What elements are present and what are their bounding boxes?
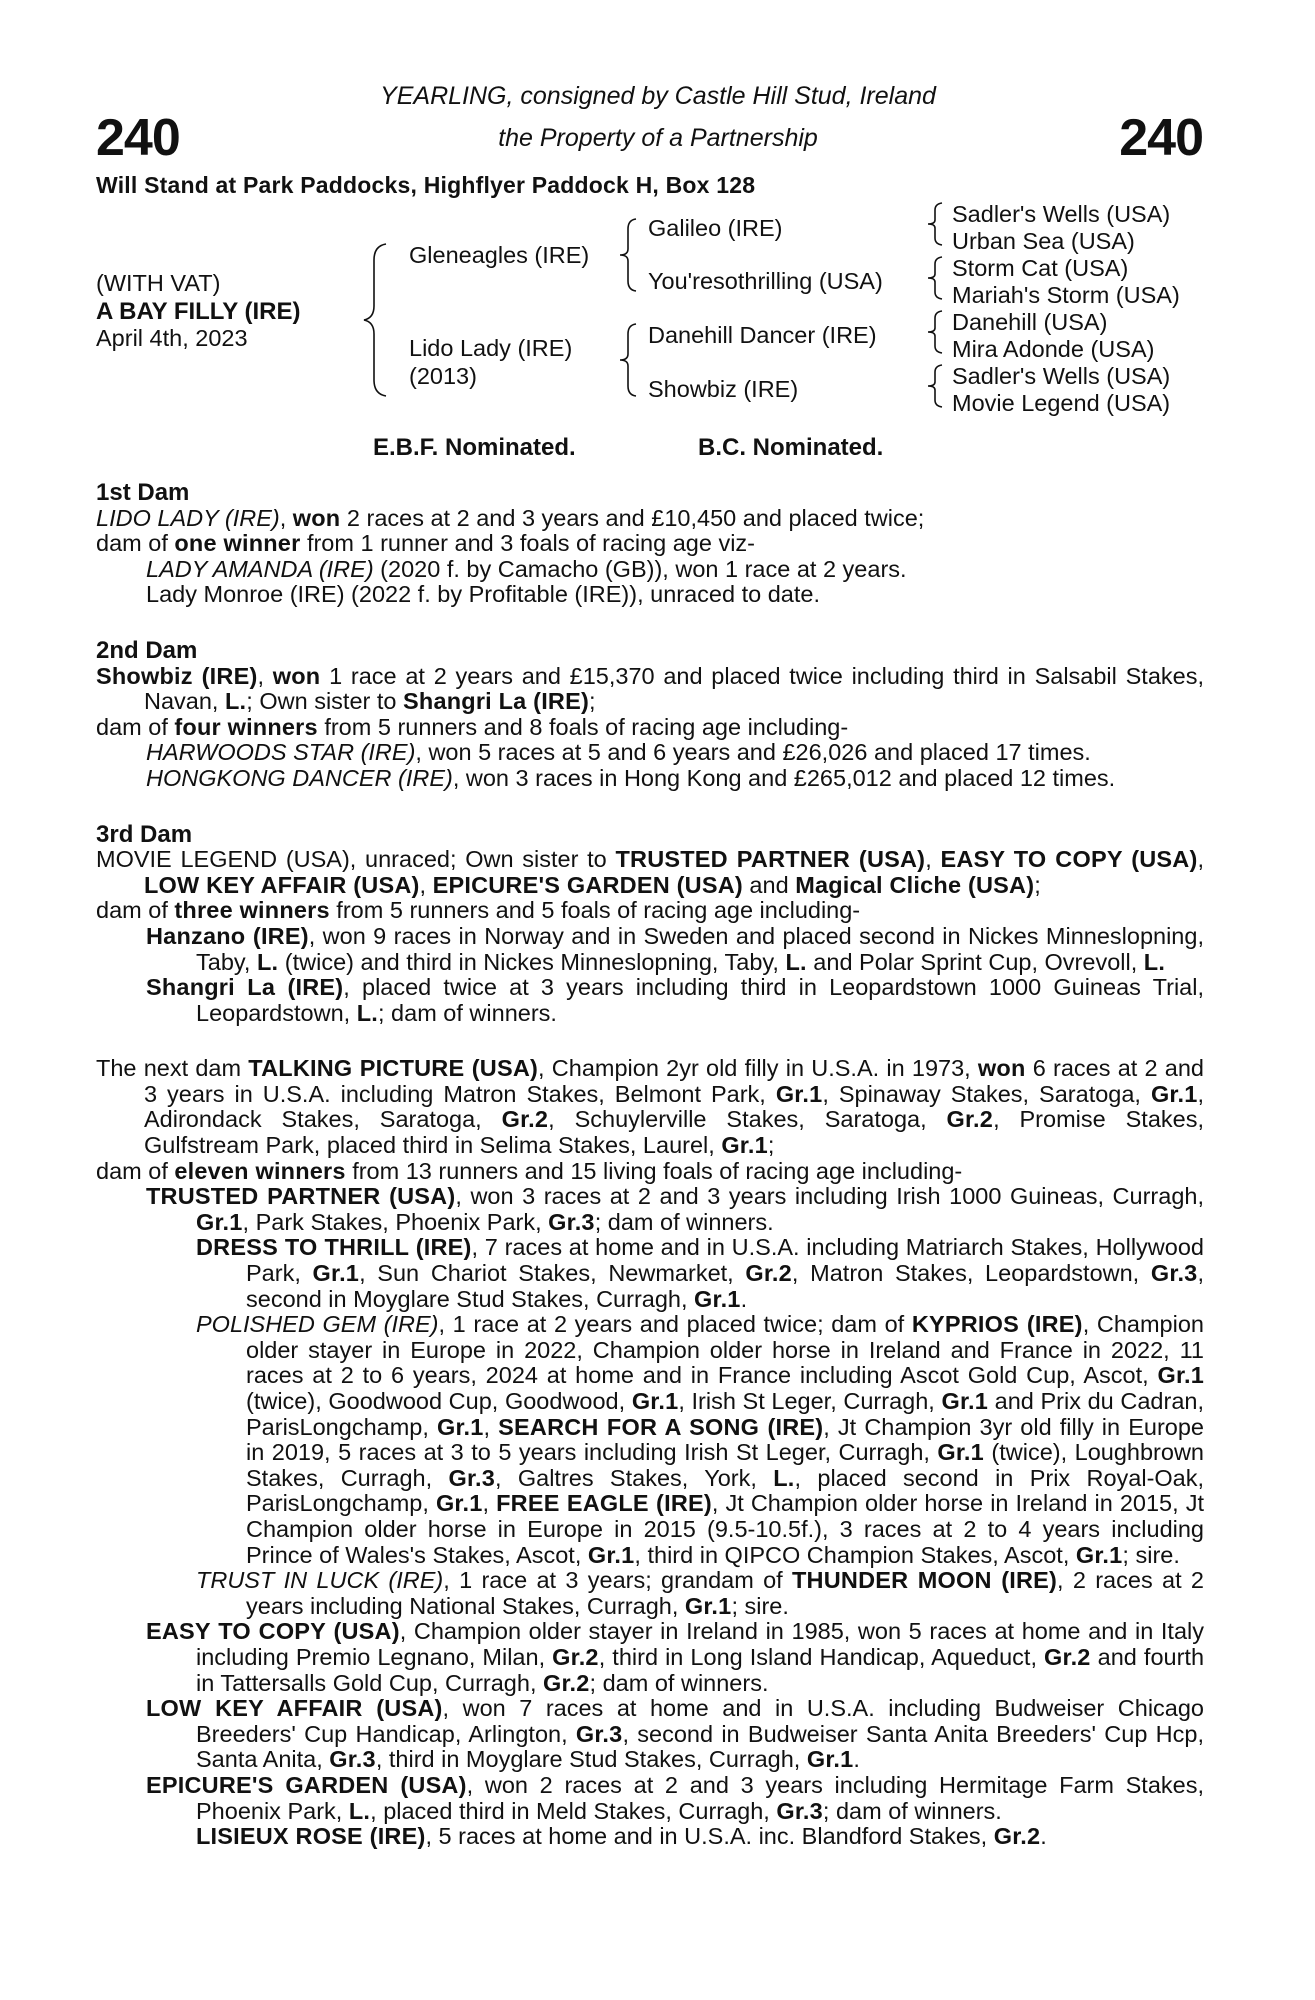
pedigree-ddd: Movie Legend (USA) — [952, 390, 1171, 416]
pedigree-sss: Sadler's Wells (USA) — [952, 201, 1171, 227]
section-heading-1st-dam: 1st Dam — [96, 479, 190, 506]
first-dam-foal: LADY AMANDA (IRE) (2020 f. by Camacho (GB)), won 1 race at 2 years. — [146, 555, 907, 582]
first-dam-record: LIDO LADY (IRE), won 2 races at 2 and 3 years and £10,450 and placed twice; — [96, 504, 925, 531]
next-dam-granddaughter: POLISHED GEM (IRE), 1 race at 2 years and placed twice; dam of KYPRIOS (IRE), Champion older stayer in Europe in 2022, Champion older horse in Ireland and France in 2022, 11 races at 2 to 6 years, 2024 at home and in France including Ascot Gold Cup, Ascot, Gr.1 (twice), Goodwood Cup, Goodwood, Gr.1, Irish St Leger, Curragh, Gr.1 and Prix du Cadran, ParisLongchamp, Gr.1, SEARCH FOR A SONG (IRE), Jt Champion 3yr old filly in Europe in 2019, 5 races at 3 to 5 years including Irish St Leger, Curragh, Gr.1 (twice), Loughbrown Stakes, Curragh, Gr.3, Galtres Stakes, York, L., placed second in Prix Royal-Oak, ParisLongchamp, Gr.1, FREE EAGLE (IRE), Jt Champion older horse in Ireland in 2015, Jt Champion older horse in Europe in 2015 (9.5-10.5f.), 3 races at 2 to 4 years including Prince of Wales's Stakes, Ascot, Gr.1, third in QIPCO Champion Stakes, Ascot, Gr.1; sire. — [196, 1311, 1205, 1568]
next-dam-granddaughter: LISIEUX ROSE (IRE), 5 races at home and in U.S.A. inc. Blandford Stakes, Gr.2. — [196, 1823, 1047, 1850]
pedigree-sire: Gleneagles (IRE) — [409, 242, 590, 268]
next-dam-record: The next dam TALKING PICTURE (USA), Champion 2yr old filly in U.S.A. in 1973, won 6 races at 2 and 3 years in U.S.A. including Matron Stakes, Belmont Park, Gr.1, Spinaway Stakes, Saratoga, Gr.1, Adirondack Stakes, Saratoga, Gr.2, Schuylerville Stakes, Saratoga, Gr.2, Promise Stakes, Gulfstream Park, placed third in Selima Stakes, Laurel, Gr.1; — [96, 1055, 1205, 1159]
pedigree-dam-dam: Showbiz (IRE) — [648, 376, 799, 402]
pedigree-dam: Lido Lady (IRE) — [409, 335, 573, 361]
bc-nominated: B.C. Nominated. — [698, 434, 884, 461]
catalogue-body — [96, 480, 1204, 1850]
horse-name: A BAY FILLY (IRE) — [96, 298, 301, 325]
pedigree-brace-ss — [926, 200, 946, 248]
next-dam-foal: EPICURE'S GARDEN (USA), won 2 races at 2 and 3 years including Hermitage Farm Stakes, Phoenix Park, L., placed third in Meld Stakes, Curragh, Gr.3; dam of winners. — [146, 1771, 1204, 1824]
second-dam-foal: HONGKONG DANCER (IRE), won 3 races in Hong Kong and £265,012 and placed 12 times. — [146, 764, 1116, 791]
second-dam-record: Showbiz (IRE), won 1 race at 2 years and £15,370 and placed twice including third in Salsabil Stakes, Navan, L.; Own sister to Shangri La (IRE); — [96, 662, 1204, 715]
pedigree-dam-year: (2013) — [409, 363, 477, 389]
pedigree-dsd: Mira Adonde (USA) — [952, 336, 1155, 362]
next-dam-produce-summary: dam of eleven winners from 13 runners and 15 living foals of racing age including- — [96, 1157, 963, 1184]
first-dam-foal: Lady Monroe (IRE) (2022 f. by Profitable (IRE)), unraced to date. — [146, 581, 820, 608]
second-dam-produce-summary: dam of four winners from 5 runners and 8 foals of racing age including- — [96, 713, 849, 740]
third-dam-foal: Shangri La (IRE), placed twice at 3 years including third in Leopardstown 1000 Guineas Trial, Leopardstown, L.; dam of winners. — [146, 974, 1204, 1026]
foaling-date: April 4th, 2023 — [96, 325, 248, 351]
pedigree-brace-dam — [618, 320, 640, 400]
third-dam-produce-summary: dam of three winners from 5 runners and 5 foals of racing age including- — [96, 897, 861, 924]
third-dam-foal: Hanzano (IRE), won 9 races in Norway and in Sweden and placed second in Nickes Minneslopning, Taby, L. (twice) and third in Nickes Minneslopning, Taby, L. and Polar Sprint Cup, Ovrevoll, L. — [146, 922, 1204, 975]
next-dam-foal: TRUSTED PARTNER (USA), won 3 races at 2 and 3 years including Irish 1000 Guineas, Curragh, Gr.1, Park Stakes, Phoenix Park, Gr.3; dam of winners. — [146, 1183, 1204, 1235]
pedigree-sdd: Mariah's Storm (USA) — [952, 282, 1180, 308]
next-dam-granddaughter: DRESS TO THRILL (IRE), 7 races at home and in U.S.A. including Matriarch Stakes, Hollywood Park, Gr.1, Sun Chariot Stakes, Newmarket, Gr.2, Matron Stakes, Leopardstown, Gr.3, second in Moyglare Stud Stakes, Curragh, Gr.1. — [196, 1234, 1204, 1312]
second-dam-foal: HARWOODS STAR (IRE), won 5 races at 5 and 6 years and £26,026 and placed 17 times. — [146, 739, 1091, 766]
property-line: the Property of a Partnership — [498, 124, 818, 152]
pedigree-brace-main — [362, 240, 392, 400]
pedigree-ssd: Urban Sea (USA) — [952, 228, 1135, 254]
pedigree-brace-dd — [926, 362, 946, 410]
first-dam-produce-summary: dam of one winner from 1 runner and 3 foals of racing age viz- — [96, 530, 755, 557]
next-dam-granddaughter: TRUST IN LUCK (IRE), 1 race at 3 years; grandam of THUNDER MOON (IRE), 2 races at 2 years including National Stakes, Curragh, Gr.1; sire. — [196, 1567, 1204, 1619]
next-dam-foal: EASY TO COPY (USA), Champion older stayer in Ireland in 1985, won 5 races at home and in Italy including Premio Legnano, Milan, Gr.2, third in Long Island Handicap, Aqueduct, Gr.2 and fourth in Tattersalls Gold Cup, Curragh, Gr.2; dam of winners. — [146, 1618, 1205, 1696]
pedigree-brace-sd — [926, 254, 946, 302]
pedigree-dam-sire: Danehill Dancer (IRE) — [648, 322, 877, 348]
lot-number-right: 240 — [1119, 109, 1203, 167]
pedigree-dss: Danehill (USA) — [952, 309, 1108, 335]
next-dam-foal: LOW KEY AFFAIR (USA), won 7 races at home and in U.S.A. including Budweiser Chicago Breeders' Cup Handicap, Arlington, Gr.3, second in Budweiser Santa Anita Breeders' Cup Hcp, Santa Anita, Gr.3, third in Moyglare Stud Stakes, Curragh, Gr.1. — [146, 1695, 1205, 1773]
pedigree-sire-sire: Galileo (IRE) — [648, 215, 783, 241]
section-heading-2nd-dam: 2nd Dam — [96, 636, 198, 664]
section-heading-3rd-dam: 3rd Dam — [96, 820, 193, 848]
pedigree-brace-sire — [618, 215, 640, 295]
third-dam-record: MOVIE LEGEND (USA), unraced; Own sister to TRUSTED PARTNER (USA), EASY TO COPY (USA), LOW KEY AFFAIR (USA), EPICURE'S GARDEN (USA) and Magical Cliche (USA); — [96, 846, 1204, 898]
vat-label: (WITH VAT) — [96, 270, 221, 296]
consignor-line: YEARLING, consigned by Castle Hill Stud, Ireland — [380, 82, 936, 110]
pedigree-dds: Sadler's Wells (USA) — [952, 363, 1171, 389]
pedigree-sds: Storm Cat (USA) — [952, 255, 1129, 281]
ebf-nominated: E.B.F. Nominated. — [373, 434, 576, 461]
lot-number-left: 240 — [96, 109, 180, 167]
pedigree-sire-dam: You'resothrilling (USA) — [648, 268, 883, 294]
stand-location: Will Stand at Park Paddocks, Highflyer Paddock H, Box 128 — [96, 172, 756, 198]
pedigree-brace-ds — [926, 308, 946, 356]
